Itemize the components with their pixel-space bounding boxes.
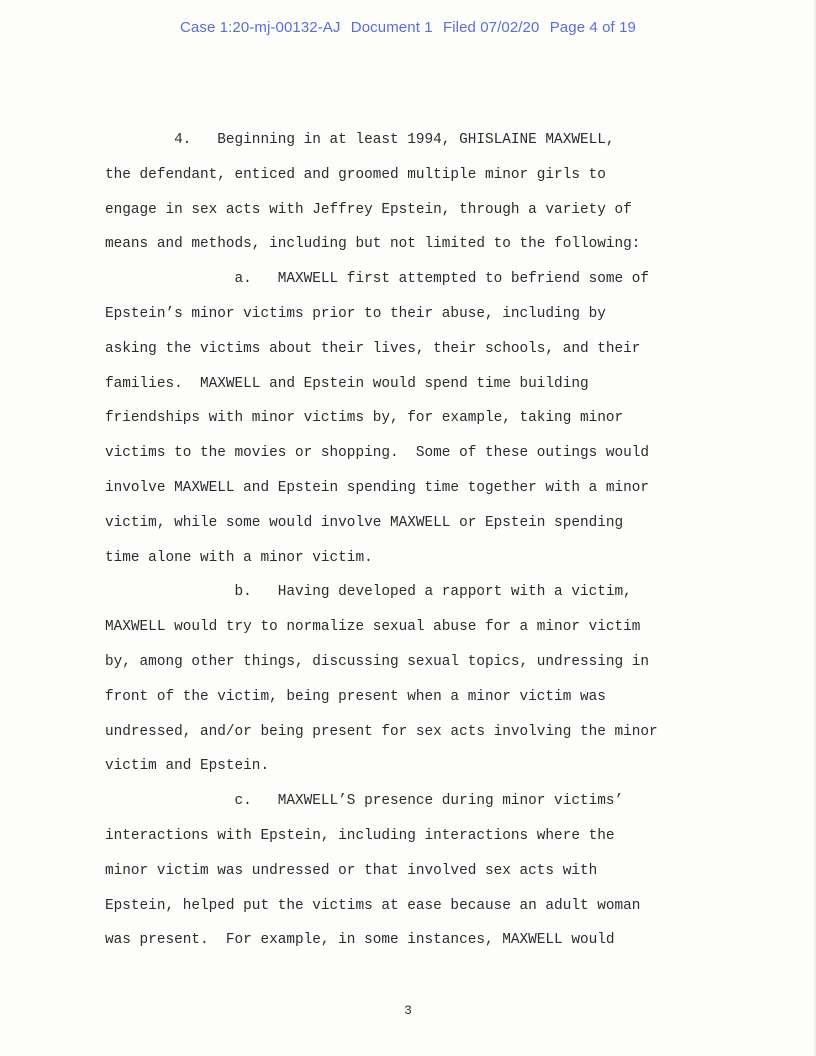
paragraph-line: front of the victim, being present when a minor victim was (105, 688, 606, 705)
paragraph-line: asking the victims about their lives, their schools, and their (105, 340, 641, 357)
page-number: 3 (404, 1003, 412, 1018)
paragraph-line: families. MAXWELL and Epstein would spend time building (105, 375, 589, 392)
paragraph-line: a. MAXWELL first attempted to befriend some of (105, 271, 650, 288)
page-indicator: Page 4 of 19 (549, 19, 636, 36)
paragraph-line: friendships with minor victims by, for example, taking minor (105, 410, 624, 427)
document-number: Document 1 (350, 19, 433, 36)
paragraph-line: minor victim was undressed or that involved sex acts with (105, 862, 598, 879)
paragraph-line: means and methods, including but not limited to the following: (105, 236, 641, 253)
paragraph-line: interactions with Epstein, including interactions where the (105, 828, 615, 844)
paragraph-line: time alone with a minor victim. (105, 549, 373, 566)
paragraph-line: was present. For example, in some instances, MAXWELL would (105, 932, 615, 949)
paragraph-line: victim and Epstein. (105, 758, 270, 775)
filed-date: Filed 07/02/20 (442, 19, 540, 36)
paragraph-line: b. Having developed a rapport with a victim, (105, 584, 632, 601)
paragraph-line: victim, while some would involve MAXWELL or Epstein spending (105, 514, 624, 531)
paragraph-line: Epstein, helped put the victims at ease because an adult woman (105, 897, 641, 914)
paragraph-line: Epstein’s minor victims prior to their abuse, including by (105, 306, 606, 322)
paragraph-line: involve MAXWELL and Epstein spending time together with a minor (105, 480, 650, 496)
paragraph-line: c. MAXWELL’S presence during minor victims’ (105, 793, 624, 810)
paragraph-line: MAXWELL would try to normalize sexual abuse for a minor victim (105, 619, 641, 636)
case-number: Case 1:20-mj-00132-AJ (180, 19, 341, 36)
paragraph-line: undressed, and/or being present for sex acts involving the minor (105, 723, 658, 740)
paragraph-line: the defendant, enticed and groomed multiple minor girls to (105, 166, 606, 183)
court-filing-header (0, 19, 816, 36)
paragraph-line: engage in sex acts with Jeffrey Epstein, through a variety of (105, 201, 632, 218)
paragraph-line: victims to the movies or shopping. Some of these outings would (105, 445, 650, 462)
paragraph-line: 4. Beginning in at least 1994, GHISLAINE MAXWELL, (105, 132, 615, 148)
paragraph-line: by, among other things, discussing sexual topics, undressing in (105, 654, 650, 670)
